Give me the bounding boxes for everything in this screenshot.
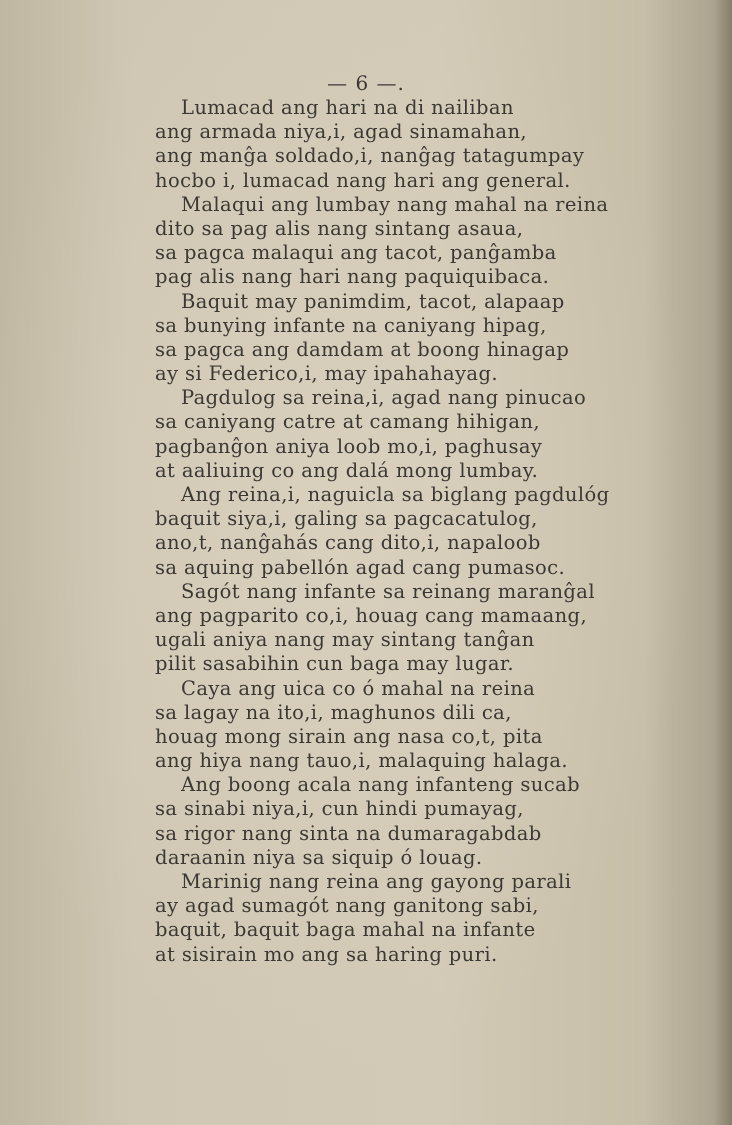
stanza bbox=[155, 96, 655, 193]
stanza bbox=[155, 773, 655, 870]
verse-line: ang armada niya,i, agad sinamahan, bbox=[155, 120, 528, 144]
verse-line: sa lagay na ito,i, maghunos dili ca, bbox=[155, 700, 512, 724]
verse-line: pagbanĝon aniya loob mo,i, paghusay bbox=[155, 434, 543, 458]
verse-line: Caya ang uica co ó mahal na reina bbox=[181, 676, 536, 700]
stanza bbox=[155, 193, 655, 290]
verse-line: daraanin niya sa siquip ó louag. bbox=[155, 845, 483, 869]
page-number: — 6 —. bbox=[327, 71, 405, 95]
verse-line: Pagdulog sa reina,i, agad nang pinucao bbox=[181, 386, 587, 410]
verse-line: baquit, baquit baga mahal na infante bbox=[155, 918, 536, 942]
stanza bbox=[155, 580, 655, 677]
verse-line: sa aquing pabellón agad cang pumasoc. bbox=[155, 555, 566, 579]
verse-line: sa bunying infante na caniyang hipag, bbox=[155, 313, 547, 337]
stanza bbox=[155, 386, 655, 483]
verse-line: pag alis nang hari nang paquiquibaca. bbox=[155, 265, 550, 289]
verse-line: sa sinabi niya,i, cun hindi pumayag, bbox=[155, 797, 524, 821]
verse-line: hocbo i, lumacad nang hari ang general. bbox=[155, 168, 571, 192]
verse-line: Malaqui ang lumbay nang mahal na reina bbox=[181, 192, 609, 216]
verse-line: Lumacad ang hari na di nailiban bbox=[181, 96, 514, 119]
verse-line: pilit sasabihin cun baga may lugar. bbox=[155, 652, 515, 676]
verse-line: sa pagca ang damdam at boong hinagap bbox=[155, 337, 570, 361]
page-edge-shadow bbox=[714, 0, 732, 1125]
stanza bbox=[155, 290, 655, 387]
stanza bbox=[155, 483, 655, 580]
verse-line: Ang boong acala nang infanteng sucab bbox=[181, 773, 580, 797]
stanza bbox=[155, 677, 655, 774]
stanza bbox=[155, 870, 655, 967]
verse-line: Sagót nang infante sa reinang maranĝal bbox=[181, 579, 595, 603]
verse-line: sa rigor nang sinta na dumaragabdab bbox=[155, 821, 542, 845]
verse-line: ang hiya nang tauo,i, malaquing halaga. bbox=[155, 749, 568, 773]
verse-line: ano,t, nanĝahás cang dito,i, napaloob bbox=[155, 531, 541, 555]
poem bbox=[155, 96, 655, 967]
verse-line: ay agad sumagót nang ganitong sabi, bbox=[155, 894, 539, 918]
verse-line: ugali aniya nang may sintang tanĝan bbox=[155, 628, 535, 652]
verse-line: baquit siya,i, galing sa pagcacatulog, bbox=[155, 507, 538, 531]
verse-line: at sisirain mo ang sa haring puri. bbox=[155, 942, 498, 966]
verse-line: ang pagparito co,i, houag cang mamaang, bbox=[155, 603, 588, 627]
verse-line: at aaliuing co ang dalá mong lumbay. bbox=[155, 458, 539, 482]
verse-line: Marinig nang reina ang gayong parali bbox=[181, 870, 572, 893]
verse-line: dito sa pag alis nang sintang asaua, bbox=[155, 216, 524, 240]
verse-line: sa caniyang catre at camang hihigan, bbox=[155, 410, 540, 434]
verse-line: ay si Federico,i, may ipahahayag. bbox=[155, 362, 498, 386]
verse-line: Ang reina,i, naguicla sa biglang pagdulóg bbox=[181, 483, 610, 506]
verse-line: Baquit may panimdim, tacot, alapaap bbox=[181, 289, 565, 313]
verse-line: sa pagca malaqui ang tacot, panĝamba bbox=[155, 241, 557, 265]
verse-line: ang manĝa soldado,i, nanĝag tatagumpay bbox=[155, 144, 585, 168]
verse-line: houag mong sirain ang nasa co,t, pita bbox=[155, 724, 543, 748]
